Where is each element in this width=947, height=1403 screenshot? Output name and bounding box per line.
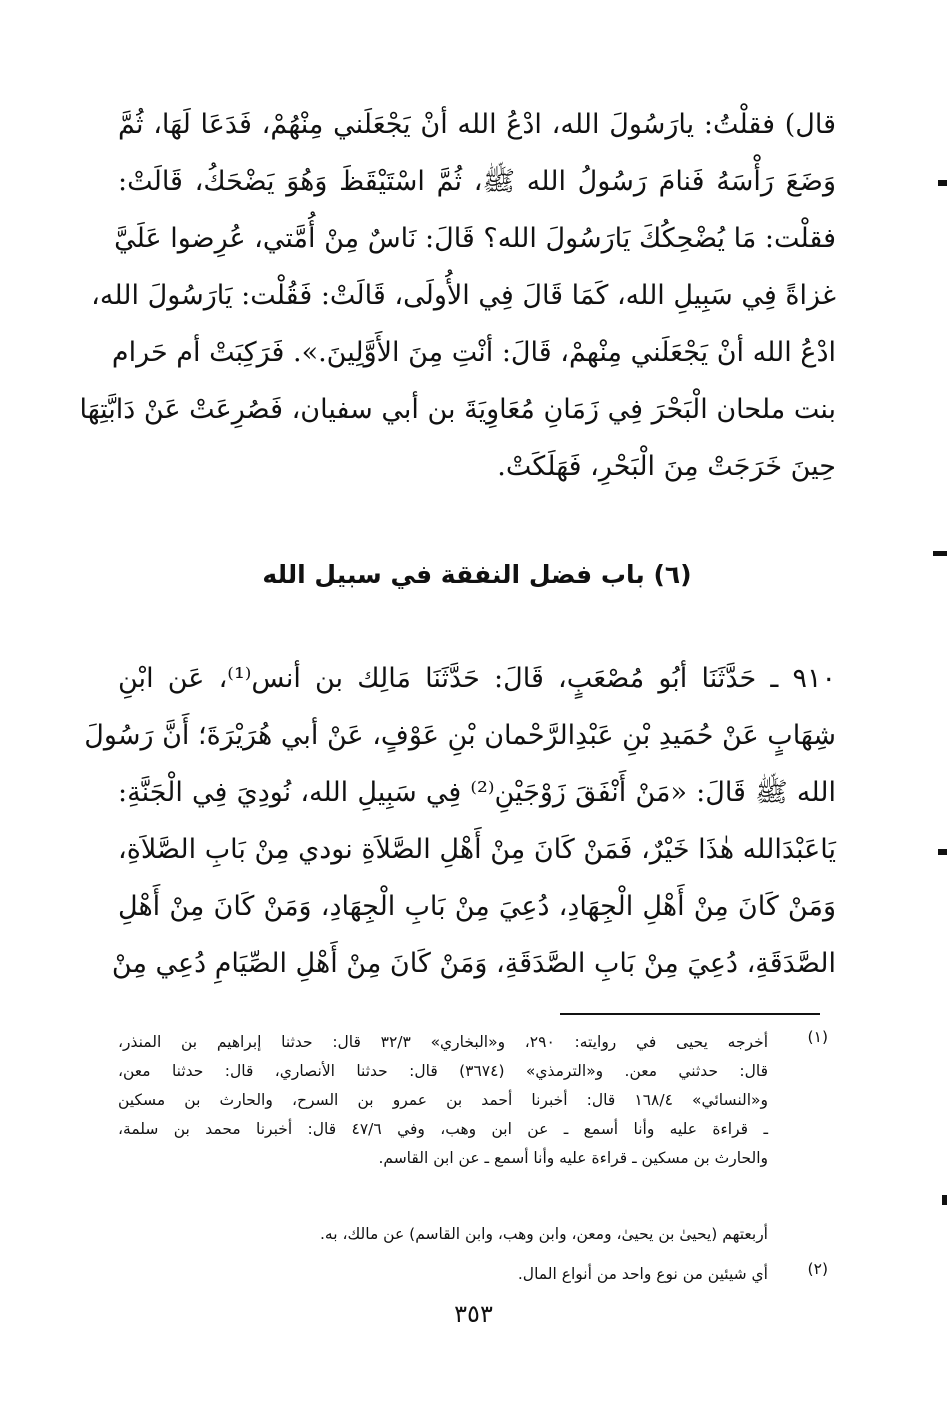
scan-edge-mark (938, 849, 947, 855)
text-line: بنت ملحان الْبَحْرَ فِي زَمَانِ مُعَاوِيَةَ بن أبي سفيان، فَصُرِعَتْ عَنْ دَابَّتِهَا (79, 394, 836, 425)
footnote-line: ـ قراءة عليه وأنا أسمع ـ عن ابن وهب، وفي ٤٧/٦ قال: أخبرنا محمد بن سلمة، (118, 1120, 768, 1138)
footnote-separator (560, 1013, 820, 1015)
footnote-line: والحارث بن مسكين ـ قراءة عليه وأنا أسمع ـ عن ابن القاسم. (378, 1149, 768, 1167)
text-line: شِهَابٍ عَنْ حُمَيدِ بْنِ عَبْدِالرَّحْمان بْنِ عَوْفٍ، عَنْ أبي هُرَيْرَةَ؛ أَنَّ رَسُولَ (84, 720, 836, 751)
text-line: ٩١٠ ـ حَدَّثَنَا أبُو مُصْعَبٍ، قَالَ: حَدَّثَنَا مَالِك بن أنس⁽¹⁾، عَن ابْنِ (118, 663, 837, 694)
scan-edge-mark (938, 180, 947, 186)
footnote-2 (118, 1260, 828, 1289)
page-number: ٣٥٣ (454, 1300, 493, 1328)
text-line: الله ﷺ قَالَ: «مَنْ أَنْفَقَ زَوْجَيْنِ⁽²⁾ فِي سَبِيلِ الله، نُودِيَ فِي الْجَنَّةِ: (118, 777, 836, 808)
footnote-number: (٢) (807, 1260, 828, 1278)
text-line: غزاةً فِي سَبِيلِ الله، كَمَا قَالَ فِي الأُولَى، قَالَتْ: فَقُلْت: يَارَسُولَ الله، (91, 280, 836, 311)
text-line: الصَّدَقَةِ، دُعِيَ مِنْ بَابِ الصَّدَقَةِ، وَمَنْ كَانَ مِنْ أَهْلِ الصِّيَامِ دُعِي مِنْ (111, 948, 836, 979)
footnote-number: (١) (807, 1028, 828, 1046)
text-line: قال) فقلْتُ: يارَسُولَ الله، ادْعُ الله أنْ يَجْعَلَني مِنْهُمْ، فَدَعَا لَهَا، ثُمَّ (118, 109, 836, 140)
footnote-1 (118, 1028, 828, 1173)
scan-edge-mark (933, 551, 947, 556)
footnote-line: أي شيئين من نوع واحد من أنواع المال. (517, 1265, 768, 1283)
footnote-1-summary (118, 1220, 824, 1249)
text-line: فقلْت: مَا يُضْحِكُكَ يَارَسُولَ الله؟ قَالَ: نَاسٌ مِنْ أُمَّتي، عُرِضوا عَلَيَّ (114, 223, 836, 254)
footnote-line: أخرجه يحيى في روايته: ٢٩٠، و«البخاري» ٣٢/٣ قال: حدثنا إبراهيم بن المنذر، (118, 1033, 768, 1051)
chapter-heading: (٦) باب فضل النفقة في سبيل الله (262, 560, 692, 589)
hadith-paragraph-910 (84, 650, 837, 992)
text-line: حِينَ خَرَجَتْ مِنَ الْبَحْرِ، فَهَلَكَتْ. (497, 451, 836, 482)
text-line: وَمَنْ كَانَ مِنْ أَهْلِ الْجِهَادِ، دُعِيَ مِنْ بَابِ الْجِهَادِ، وَمَنْ كَانَ مِنْ أَهْلِ (118, 891, 836, 922)
text-line: ادْعُ الله أنْ يَجْعَلَني مِنْهمْ، قَالَ: أنْتِ مِنَ الأَوَّلِينَ.». فَرَكِبَتْ أم حَرام (111, 337, 836, 368)
text-line: وَضَعَ رَأْسَهُ فَنامَ رَسُولُ الله ﷺ، ثُمَّ اسْتَيْقَظَ وَهُوَ يَضْحَكُ، قَالَتْ: (118, 166, 836, 197)
footnote-line: أربعتهم (يحيىٰ بن يحيىٰ، ومعن، وابن وهب، وابن القاسم) عن مالك، به. (319, 1225, 768, 1243)
footnote-line: قال: حدثني معن. و«الترمذي» (٣٦٧٤) قال: حدثنا الأنصاري، قال: حدثنا معن، (118, 1062, 768, 1080)
text-line: يَاعَبْدَالله هٰذَا خَيْرٌ، فَمَنْ كَانَ مِنْ أَهْلِ الصَّلاَةِ نودي مِنْ بَابِ الصَّلاَةِ، (118, 834, 836, 865)
scan-edge-mark (942, 1195, 947, 1205)
hadith-paragraph-continued (79, 96, 836, 495)
footnote-line: و«النسائي» ١٦٨/٤ قال: أخبرنا أحمد بن عمرو بن السرح، والحارث بن مسكين (118, 1091, 768, 1109)
